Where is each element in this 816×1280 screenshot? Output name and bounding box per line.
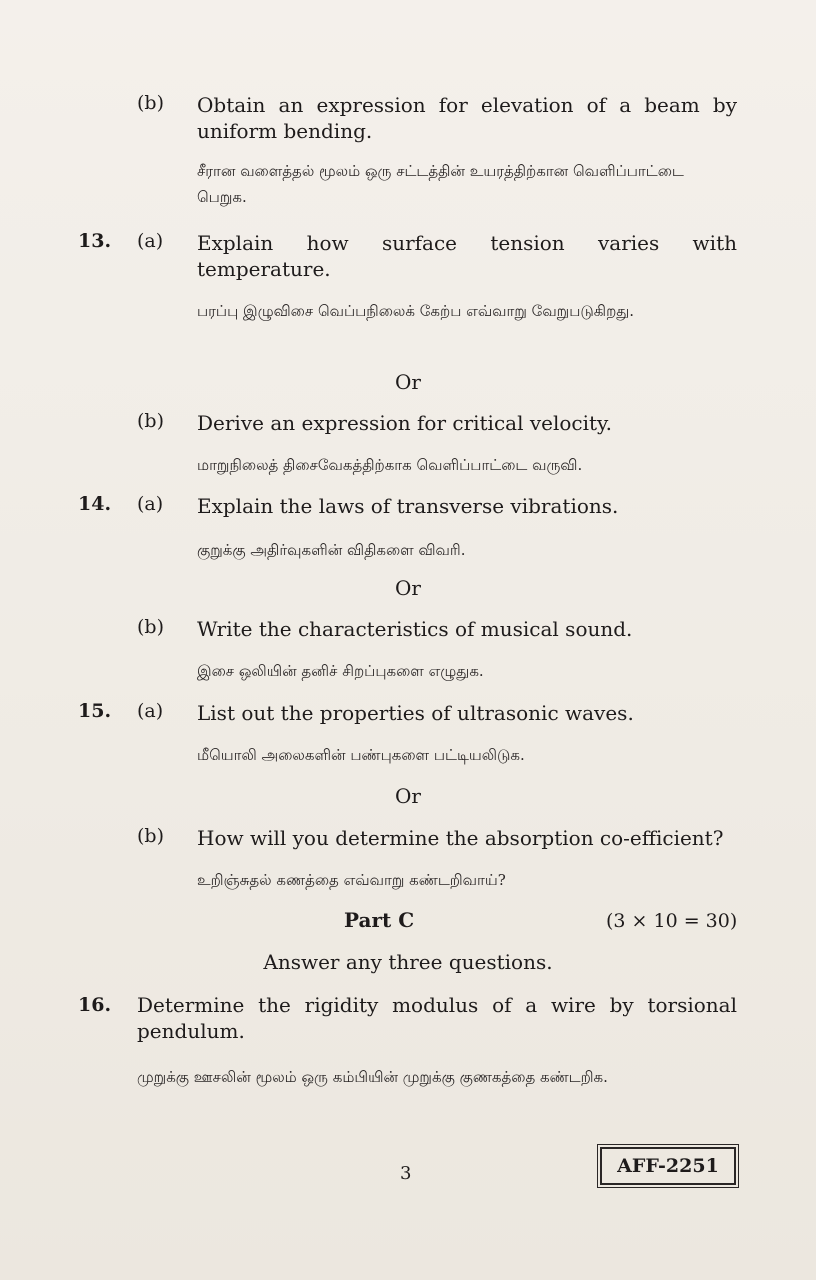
or-separator: Or [395, 784, 421, 808]
question-label: (b) [137, 92, 164, 114]
question-text-en: Explain how surface tension varies with temperature. [197, 231, 737, 281]
question-text-en: Write the characteristics of musical sound. [197, 617, 633, 641]
or-separator: Or [395, 576, 421, 600]
section-marks: (3 × 10 = 30) [606, 910, 738, 932]
question-label: (a) [137, 493, 164, 515]
question-label: (b) [137, 825, 164, 847]
question-label: (b) [137, 410, 164, 432]
question-label: (a) [137, 230, 164, 252]
question-text-ta: உறிஞ்சுதல் கணத்தை எவ்வாறு கண்டறிவாய்? [197, 871, 506, 889]
section-title: Part C [344, 908, 415, 932]
question-text-en: Obtain an expression for elevation of a beam by uniform bending. [197, 93, 737, 143]
question-text-en: List out the properties of ultrasonic waves. [197, 701, 634, 725]
question-text-ta: குறுக்கு அதிர்வுகளின் விதிகளை விவரி. [197, 541, 466, 559]
question-text-en: Derive an expression for critical velocity. [197, 411, 613, 435]
question-number: 13. [78, 230, 112, 252]
question-text-en: Determine the rigidity modulus of a wire by torsional pendulum. [137, 993, 737, 1043]
question-text-ta: மீயொலி அலைகளின் பண்புகளை பட்டியலிடுக. [197, 746, 525, 764]
question-text-ta: சீரான வளைத்தல் மூலம் ஒரு சட்டத்தின் உயரத்திற்கான வெளிப்பாட்டை பெறுக. [197, 162, 684, 206]
question-label: (b) [137, 616, 164, 638]
question-text-en: How will you determine the absorption co-efficient? [197, 826, 724, 850]
or-separator: Or [395, 370, 421, 394]
question-text-ta: மாறுநிலைத் திசைவேகத்திற்காக வெளிப்பாட்டை வருவி. [197, 456, 583, 474]
question-number: 14. [78, 493, 112, 515]
question-text-ta: முறுக்கு ஊசலின் மூலம் ஒரு கம்பியின் முறுக்கு குணகத்தை கண்டறிக. [137, 1068, 608, 1086]
section-instruction: Answer any three questions. [263, 950, 553, 974]
question-text-ta: பரப்பு இழுவிசை வெப்பநிலைக் கேற்ப எவ்வாறு வேறுபடுகிறது. [197, 302, 635, 320]
question-label: (a) [137, 700, 164, 722]
question-text-en: Explain the laws of transverse vibrations. [197, 494, 619, 518]
question-number: 15. [78, 700, 112, 722]
question-text-ta: இசை ஒலியின் தனிச் சிறப்புகளை எழுதுக. [197, 662, 484, 680]
paper-code: AFF-2251 [600, 1147, 736, 1185]
page-number: 3 [400, 1163, 412, 1184]
question-number: 16. [78, 994, 112, 1016]
